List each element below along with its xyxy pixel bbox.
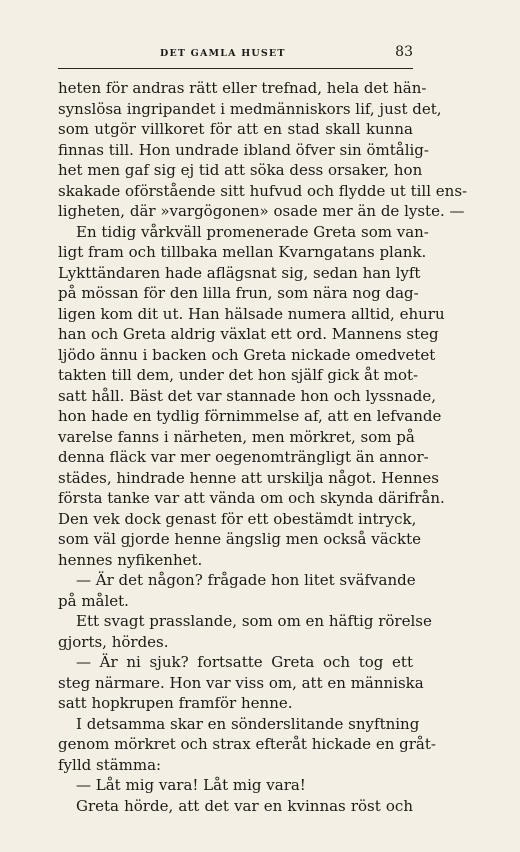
- running-header: [58, 44, 413, 64]
- text-line: ligt fram och tillbaka mellan Kvarngatans plank.: [58, 243, 427, 261]
- text-line: takten till dem, under det hon själf gick åt mot-: [58, 366, 419, 384]
- text-line: som utgör villkoret för att en stad skall kunna: [58, 120, 413, 138]
- text-line: hennes nyfikenhet.: [58, 550, 203, 569]
- text-line: — Är det någon? frågade hon litet sväfvande: [76, 571, 416, 589]
- text-line: ljödo ännu i backen och Greta nickade omedvetet: [58, 345, 436, 364]
- text-line: het men gaf sig ej tid att söka dess orsaker, hon: [58, 161, 423, 179]
- page-number: 83: [395, 44, 413, 60]
- text-line: som väl gjorde henne ängslig men också väckte: [58, 530, 422, 548]
- text-line: — Låt mig vara! Låt mig vara!: [76, 776, 306, 794]
- text-line: hon hade en tydlig förnimmelse af, att en lefvande: [58, 407, 442, 425]
- text-line: satt håll. Bäst det var stannade hon och lyssnade,: [58, 386, 436, 405]
- text-line: skakade oförstående sitt hufvud och flydde ut till ens-: [58, 181, 468, 200]
- body-text: [58, 78, 468, 816]
- running-title: DET GAMLA HUSET: [160, 48, 286, 59]
- text-line: En tidig vårkväll promenerade Greta som van-: [76, 222, 429, 241]
- text-line: på målet.: [58, 591, 129, 610]
- header-rule: [58, 68, 413, 69]
- text-line: på mössan för den lilla frun, som nära nog dag-: [58, 284, 419, 302]
- text-line: I detsamma skar en sönderslitande snyftning: [76, 714, 420, 733]
- text-line: synslösa ingripandet i medmänniskors lif, just det,: [58, 99, 442, 118]
- text-line: fylld stämma:: [58, 755, 162, 774]
- text-line: heten för andras rätt eller trefnad, hela det hän-: [58, 79, 427, 97]
- text-line: ligen kom dit ut. Han hälsade numera alltid, ehuru: [58, 304, 445, 323]
- text-line: gjorts, hördes.: [58, 632, 169, 651]
- text-line: denna fläck var mer oegenomträngligt än annor-: [58, 448, 429, 466]
- text-line: Den vek dock genast för ett obestämdt intryck,: [58, 509, 417, 528]
- text-line: första tanke var att vända om och skynda därifrån.: [58, 489, 445, 507]
- text-line: Lykttändaren hade aflägsnat sig, sedan han lyft: [58, 263, 421, 282]
- text-line: Greta hörde, att det var en kvinnas röst och: [76, 796, 413, 815]
- text-line: Ett svagt prasslande, som om en häftig rörelse: [76, 612, 432, 630]
- text-line: han och Greta aldrig växlat ett ord. Mannens steg: [58, 325, 439, 343]
- text-line: ligheten, där »vargögonen» osade mer än de lyste. —: [58, 202, 465, 220]
- text-line: genom mörkret och strax efteråt hickade en gråt-: [58, 735, 436, 753]
- text-line: steg närmare. Hon var viss om, att en människa: [58, 673, 424, 692]
- text-line: — Är ni sjuk? fortsatte Greta och tog ett: [76, 653, 413, 671]
- text-line: städes, hindrade henne att urskilja något. Hennes: [58, 468, 439, 487]
- text-line: finnas till. Hon undrade ibland öfver sin ömtålig-: [58, 140, 429, 159]
- text-line: satt hopkrupen framför henne.: [58, 694, 293, 712]
- text-line: varelse fanns i närheten, men mörkret, som på: [58, 427, 415, 446]
